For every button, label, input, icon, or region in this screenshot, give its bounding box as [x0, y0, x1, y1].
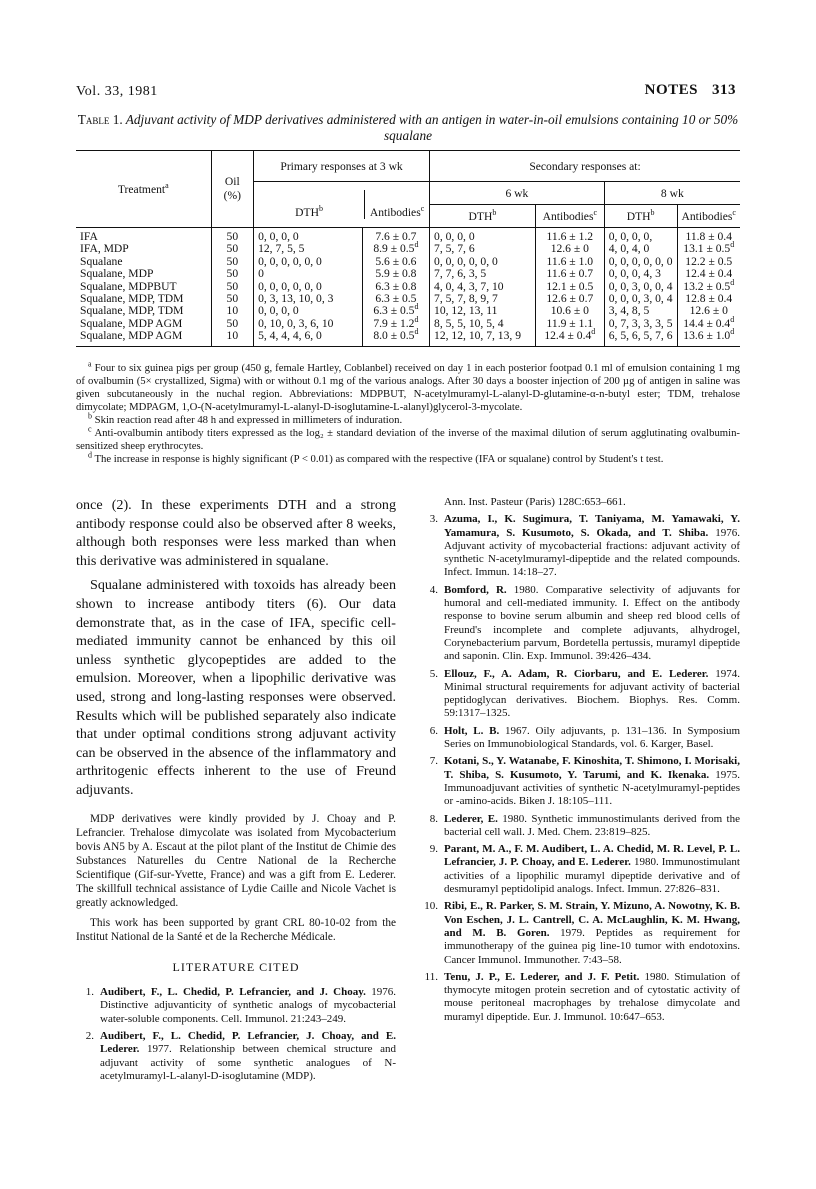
cell-treatment: Squalane — [80, 254, 123, 268]
col-6wk-dth: DTH$^b$ — [430, 205, 536, 228]
cell-oil: 10 — [211, 330, 254, 346]
cell-primary-antibodies: 8.0 ± 0.5$^d$ — [362, 330, 429, 346]
cell-primary-antibodies: 6.3 ± 0.5$^d$ — [362, 305, 429, 317]
cell-8wk-dth: 0, 0, 0, 0, 0, 0 — [604, 256, 677, 268]
cell-oil: 50 — [211, 318, 254, 330]
table-row — [76, 330, 740, 346]
cell-primary-dth: 0, 3, 13, 10, 0, 3 — [254, 293, 363, 305]
cell-8wk-dth: 0, 0, 0, 4, 3 — [604, 268, 677, 280]
cell-6wk-dth: 0, 0, 0, 0 — [430, 228, 536, 244]
reference-item: 11. Tenu, J. P., E. Lederer, and J. F. Petit. 1980. Stimulation of thymocyte mitogen protein secretion and of cytostatic activity of mouse peritoneal macrophages by trehalose dimycolate and muramyl dipeptide. Eur. J. Immunol. 10:647–653. — [424, 970, 741, 1023]
footnote-b: $^b$ Skin reaction read after 48 h and expressed in millimeters of induration. — [88, 411, 403, 426]
cell-treatment: Squalane, MDP — [80, 267, 154, 281]
cell-primary-antibodies: 5.6 ± 0.6 — [362, 256, 429, 268]
running-head-right — [645, 82, 736, 99]
cell-8wk-dth: 0, 0, 0, 3, 0, 4 — [604, 293, 677, 305]
cell-8wk-antibodies: 13.2 ± 0.5$^d$ — [677, 281, 740, 293]
body-paragraph-2: Squalane administered with toxoids has already been shown to increase antibody titers (6). Our data demonstrate that, as in the case of IFA, specific cell-mediated immunity cannot be enhanced by this oil unless synthetic glycopeptides are added to the emulsion. Moreover, when a lipophilic derivative was used, strong and long-lasting responses were observed. Results which will be published separately also indicate that under optimal conditions strong adjuvant activity can be observed in the absence of the inflammatory and arthritogenic effects inherent to the use of Freund adjuvants. — [76, 577, 396, 798]
cell-6wk-antibodies: 11.9 ± 1.1 — [535, 318, 604, 330]
cell-treatment: Squalane, MDP, TDM — [80, 304, 184, 318]
cell-primary-antibodies: 8.9 ± 0.5$^d$ — [362, 243, 429, 255]
table-caption — [76, 112, 740, 144]
footnote-c: $^c$ Anti-ovalbumin antibody titers expressed as the log₂ ± standard deviation of the inverse of the maximal dilution of serum agglutinating ovalbumin-sensitized sheep erythrocytes. — [76, 424, 740, 452]
cell-8wk-dth: 0, 0, 0, 0, — [604, 228, 677, 244]
reference-item: Ann. Inst. Pasteur (Paris) 128C:653–661. — [444, 496, 626, 508]
cell-primary-dth: 0, 10, 0, 3, 6, 10 — [254, 318, 363, 330]
reference-item: 10. Ribi, E., R. Parker, S. M. Strain, Y. Mizuno, A. Nowotny, K. B. Von Eschen, J. L. Cantrell, C. A. McLaughlin, K. M. Hwang, and M. B. Goren. 1979. Peptides as requirement for immunotherapy of the guinea pig line-10 tumor with endotoxins. Cancer Immunol. Immunother. 7:43–58. — [424, 900, 740, 966]
cell-treatment: Squalane, MDPBUT — [80, 279, 177, 293]
cell-treatment: Squalane, MDP AGM — [80, 316, 183, 330]
cell-8wk-antibodies: 12.4 ± 0.4 — [677, 268, 740, 280]
cell-6wk-dth: 0, 0, 0, 0, 0, 0 — [430, 256, 536, 268]
table-label: Table 1. — [77, 112, 123, 127]
table-footnotes — [76, 359, 740, 466]
cell-6wk-antibodies: 10.6 ± 0 — [535, 305, 604, 317]
cell-primary-dth: 0, 0, 0, 0, 0, 0 — [254, 281, 363, 293]
cell-oil: 10 — [211, 305, 254, 317]
cell-primary-dth: 0, 0, 0, 0, 0, 0 — [254, 256, 363, 268]
running-head-volume: Vol. 33, 1981 — [76, 84, 158, 99]
cell-6wk-antibodies: 12.1 ± 0.5 — [535, 281, 604, 293]
cell-8wk-antibodies: 13.1 ± 0.5$^d$ — [677, 243, 740, 255]
running-head-section: NOTES — [644, 82, 698, 98]
cell-oil: 50 — [211, 268, 254, 280]
cell-6wk-antibodies: 11.6 ± 1.0 — [535, 256, 604, 268]
col-primary: Primary responses at 3 wk — [254, 151, 430, 182]
body-paragraph-1: once (2). In these experiments DTH and a strong antibody response could also be observed after 8 weeks, although both responses were less marked than when this derivative was administered in squalane. — [76, 497, 396, 569]
col-6wk: 6 wk — [430, 182, 605, 205]
table-body — [76, 228, 740, 347]
cell-8wk-antibodies: 12.6 ± 0 — [677, 305, 740, 317]
cell-oil: 50 — [211, 293, 254, 305]
col-secondary: Secondary responses at: — [430, 151, 740, 182]
reference-list-right — [420, 496, 740, 1024]
right-column — [420, 496, 740, 1028]
col-primary-dth: DTH$^b$ — [295, 204, 323, 219]
cell-6wk-dth: 10, 12, 13, 11 — [430, 305, 536, 317]
cell-8wk-dth: 3, 4, 8, 5 — [604, 305, 677, 317]
cell-primary-antibodies: 6.3 ± 0.5 — [362, 293, 429, 305]
cell-treatment: Squalane, MDP AGM — [76, 330, 211, 346]
cell-8wk-dth: 0, 0, 3, 0, 0, 4 — [604, 281, 677, 293]
cell-6wk-antibodies: 12.6 ± 0 — [535, 243, 604, 255]
cell-8wk-antibodies: 14.4 ± 0.4$^d$ — [677, 318, 740, 330]
col-8wk-antibodies: Antibodies$^c$ — [677, 205, 740, 228]
reference-item: 8. Lederer, E. 1980. Synthetic immunostimulants derived from the bacterial cell wall. J. Med. Chem. 23:819–825. — [429, 812, 741, 838]
funding-note: This work has been supported by grant CRL 80-10-02 from the Institut National de la Santé et de la Recherche Médicale. — [76, 916, 396, 943]
reference-list-left — [76, 986, 396, 1083]
col-8wk-dth: DTH$^b$ — [604, 205, 677, 228]
table-caption-text: Adjuvant activity of MDP derivatives administered with an antigen in water-in-oil emulsions containing 10 or 50% squalane — [125, 112, 739, 143]
cell-6wk-dth: 12, 12, 10, 7, 13, 9 — [430, 330, 536, 346]
footnote-a: $^a$ Four to six guinea pigs per group (450 g, female Hartley, Coblanbel) received on day 1 in each posterior footpad 0.1 ml of emulsion containing 1 mg of ovalbumin (5× crystallized, Sigma) with or without 0.1 mg of the various analogs. After 30 days a booster injection of 200 µg of antigen in saline was given subcutaneously in the nuchal region. Abbreviations: MDPBUT, N-acetylmuramyl-L-alanyl-D-glutamine-α-n-butyl ester; TDM, trehalose dimycolate; MDPAGM, 1,O-(N-acetylmuramyl-L-alanyl-D-isoglutamine-L-alanyl)glycerol-3-mycolate. — [76, 359, 740, 413]
page-number: 313 — [712, 82, 736, 98]
cell-8wk-antibodies: 11.8 ± 0.4 — [677, 228, 740, 244]
cell-primary-dth: 0, 0, 0, 0 — [254, 305, 363, 317]
col-oil: Oil (%) — [211, 151, 254, 228]
cell-6wk-antibodies: 12.4 ± 0.4$^d$ — [535, 330, 604, 346]
cell-primary-dth: 12, 7, 5, 5 — [254, 243, 363, 255]
cell-6wk-antibodies: 11.6 ± 0.7 — [535, 268, 604, 280]
col-treatment: Treatment$^a$ — [76, 151, 211, 228]
cell-8wk-dth: 4, 0, 4, 0 — [604, 243, 677, 255]
cell-oil: 50 — [211, 281, 254, 293]
cell-primary-antibodies: 7.9 ± 1.2$^d$ — [362, 318, 429, 330]
col-8wk: 8 wk — [604, 182, 740, 205]
left-column — [76, 496, 396, 1087]
cell-treatment: IFA, MDP — [80, 242, 129, 256]
reference-item: 6. Holt, L. B. 1967. Oily adjuvants, p. 131–136. In Symposium Series on Immunobiological Standards, vol. 6. Karger, Basel. — [429, 724, 741, 751]
cell-primary-antibodies: 5.9 ± 0.8 — [362, 268, 429, 280]
cell-6wk-dth: 7, 5, 7, 8, 9, 7 — [430, 293, 536, 305]
cell-6wk-antibodies: 12.6 ± 0.7 — [535, 293, 604, 305]
cell-primary-antibodies: 6.3 ± 0.8 — [362, 281, 429, 293]
cell-primary-dth: 0 — [254, 268, 363, 280]
acknowledgments: MDP derivatives were kindly provided by J. Choay and P. Lefrancier. Trehalose dimycolate was isolated from Mycobacterium bovis AN5 by A. Escaut at the pilot plant of the Institut de Chimie des Substances Naturelles du Centre National de la Recherche Scientifique (Gif-sur-Yvette, France) and was a gift from E. Lederer. The skillfull technical assistance of Lydie Caille and Nicole Vachet is greatly acknowledged. — [76, 812, 396, 909]
cell-8wk-dth: 0, 7, 3, 3, 3, 5 — [604, 318, 677, 330]
cell-6wk-antibodies: 11.6 ± 1.2 — [535, 228, 604, 244]
reference-item: 5. Ellouz, F., A. Adam, R. Ciorbaru, and E. Lederer. 1974. Minimal structural requirements for adjuvant activity of bacterial peptidoglycan derivatives. Biochem. Biophys. Res. Comm. 59:1317–1325. — [429, 667, 740, 720]
cell-8wk-antibodies: 12.8 ± 0.4 — [677, 293, 740, 305]
cell-8wk-antibodies: 12.2 ± 0.5 — [677, 256, 740, 268]
cell-8wk-antibodies: 13.6 ± 1.0$^d$ — [677, 330, 740, 346]
footnote-d: $^d$ The increase in response is highly significant (P < 0.01) as compared with the respective (IFA or squalane) control by Student's t test. — [88, 450, 664, 465]
reference-item: 9. Parant, M. A., F. M. Audibert, L. A. Chedid, M. R. Level, P. L. Lefrancier, J. P. Choay, and E. Lederer. 1980. Immunostimulant activities of a lipophilic muramyl dipeptide derivative and of desmuramyl peptidolipid analogs. Infect. Immun. 27:826–831. — [429, 843, 740, 896]
cell-oil: 50 — [211, 243, 254, 255]
col-6wk-antibodies: Antibodies$^c$ — [535, 205, 604, 228]
cell-oil: 50 — [211, 228, 254, 244]
reference-item: 4. Bomford, R. 1980. Comparative selectivity of adjuvants for humoral and cell-mediated immunity. I. Effect on the antibody response to bovine serum albumin and sheep red blood cells of Freund's incomplete and complete adjuvants, alhydrogel, Corynebacterium parvum, Bordetella pertussis, muramyl dipeptide and saponin. Clin. Exp. Immunol. 39:426–434. — [429, 583, 741, 663]
cell-6wk-dth: 7, 5, 7, 6 — [430, 243, 536, 255]
cell-6wk-dth: 8, 5, 5, 10, 5, 4 — [430, 318, 536, 330]
cell-8wk-dth: 6, 5, 6, 5, 7, 6 — [604, 330, 677, 346]
cell-primary-antibodies: 7.6 ± 0.7 — [362, 228, 429, 244]
cell-treatment: IFA — [80, 230, 98, 243]
data-table — [76, 150, 740, 347]
reference-item: 7. Kotani, S., Y. Watanabe, F. Kinoshita, T. Shimono, I. Morisaki, T. Shiba, S. Kusumoto, Y. Tarumi, and K. Ikenaka. 1975. Immunoadjuvant activities of synthetic N-acetylmuramyl-peptides or -amino-acids. Biken J. 18:105–111. — [429, 755, 740, 808]
cell-treatment: Squalane, MDP, TDM — [80, 292, 184, 306]
reference-item: 1. Audibert, F., L. Chedid, P. Lefrancier, and J. Choay. 1976. Distinctive adjuvanticity of synthetic analogs of mycobacterial water-soluble components. Cell. Immunol. 21:243–249. — [85, 986, 396, 1025]
literature-cited-heading: LITERATURE CITED — [172, 959, 300, 974]
cell-primary-dth: 5, 4, 4, 4, 6, 0 — [254, 330, 363, 346]
cell-6wk-dth: 4, 0, 4, 3, 7, 10 — [430, 281, 536, 293]
cell-primary-dth: 0, 0, 0, 0 — [254, 228, 363, 244]
cell-6wk-dth: 7, 7, 6, 3, 5 — [430, 268, 536, 280]
reference-item: 2. Audibert, F., L. Chedid, P. Lefrancier, J. Choay, and E. Lederer. 1977. Relationship between chemical structure and adjuvant activity of some synthetic analogues of N-acetylmuramyl-L-alanyl-D-isoglutamine (MDP). — [85, 1029, 396, 1082]
col-primary-antibodies: Antibodies$^c$ — [364, 190, 429, 219]
cell-oil: 50 — [211, 256, 254, 268]
reference-item: 3. Azuma, I., K. Sugimura, T. Taniyama, M. Yamawaki, Y. Yamamura, S. Kusumoto, S. Okada, and T. Shiba. 1976. Adjuvant activity of mycobacterial fractions: adjuvant activity of synthetic N-acetylmuramyl-dipeptide and the related compounds. Infect. Immun. 14:18–27. — [429, 513, 740, 579]
